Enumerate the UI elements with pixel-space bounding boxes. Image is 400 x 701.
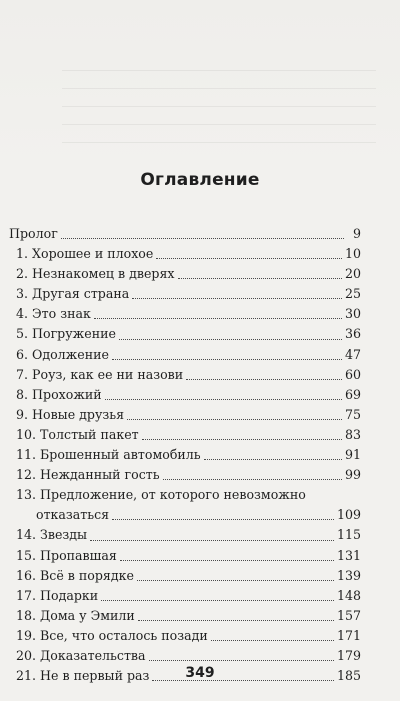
toc-entry bbox=[9, 385, 361, 405]
dot-leader bbox=[127, 418, 342, 420]
toc-entry bbox=[9, 425, 361, 445]
entry-title: 19. Все, что осталось позади bbox=[16, 627, 208, 643]
toc-entry-line-2 bbox=[9, 505, 361, 525]
entry-page: 109 bbox=[336, 507, 361, 523]
show-through-text bbox=[0, 0, 400, 170]
dot-leader bbox=[211, 639, 334, 641]
dot-leader bbox=[105, 398, 342, 400]
dot-leader bbox=[186, 378, 342, 380]
entry-page: 185 bbox=[336, 668, 361, 684]
entry-title: 14. Звезды bbox=[16, 527, 88, 543]
entry-title: 20. Доказательства bbox=[16, 647, 146, 663]
entry-title: 1. Хорошее и плохое bbox=[16, 246, 154, 262]
toc-entry-line-1 bbox=[9, 485, 361, 505]
dot-leader bbox=[204, 458, 342, 460]
toc-entry bbox=[9, 224, 361, 244]
entry-title: 10. Толстый пакет bbox=[16, 426, 139, 442]
entry-page: 20 bbox=[344, 266, 361, 282]
dot-leader bbox=[132, 297, 342, 299]
dot-leader bbox=[163, 478, 342, 480]
entry-page: 99 bbox=[344, 467, 361, 483]
dot-leader bbox=[138, 619, 334, 621]
dot-leader bbox=[112, 358, 342, 360]
dot-leader bbox=[137, 579, 334, 581]
entry-page: 60 bbox=[344, 366, 361, 382]
toc-entry bbox=[9, 324, 361, 344]
entry-title: 11. Брошенный автомобиль bbox=[16, 447, 201, 463]
toc-entry bbox=[9, 345, 361, 365]
dot-leader bbox=[142, 438, 342, 440]
entry-page: 115 bbox=[336, 527, 361, 543]
entry-page: 47 bbox=[344, 346, 361, 362]
entry-page: 91 bbox=[344, 447, 361, 463]
entry-title: 21. Не в первый раз bbox=[16, 668, 150, 684]
entry-page: 69 bbox=[344, 386, 361, 402]
dot-leader bbox=[112, 518, 334, 520]
toc-entry bbox=[9, 525, 361, 545]
dot-leader bbox=[149, 659, 334, 661]
toc-entry bbox=[9, 606, 361, 626]
dot-leader bbox=[120, 559, 334, 561]
dot-leader bbox=[101, 599, 334, 601]
entry-page: 36 bbox=[344, 326, 361, 342]
entry-page: 171 bbox=[336, 627, 361, 643]
toc-entry bbox=[9, 304, 361, 324]
toc-heading: Оглавление bbox=[140, 170, 260, 190]
dot-leader bbox=[156, 257, 342, 259]
dot-leader bbox=[119, 338, 342, 340]
entry-title: 4. Это знак bbox=[16, 306, 91, 322]
entry-page: 148 bbox=[336, 587, 361, 603]
entry-page: 25 bbox=[344, 286, 361, 302]
entry-title: 8. Прохожий bbox=[16, 386, 102, 402]
entry-page: 131 bbox=[336, 547, 361, 563]
toc-entry bbox=[9, 405, 361, 425]
entry-title: 17. Подарки bbox=[16, 587, 99, 603]
entry-page: 83 bbox=[344, 426, 361, 442]
toc-entry bbox=[9, 244, 361, 264]
entry-title: 3. Другая страна bbox=[16, 286, 130, 302]
entry-title: 6. Одолжение bbox=[16, 346, 109, 362]
entry-title: 5. Погружение bbox=[16, 326, 116, 342]
toc-entry bbox=[9, 465, 361, 485]
entry-page: 179 bbox=[336, 647, 361, 663]
dot-leader bbox=[178, 277, 342, 279]
entry-page: 157 bbox=[336, 607, 361, 623]
entry-page: 9 bbox=[352, 226, 361, 241]
table-of-contents bbox=[9, 224, 361, 686]
dot-leader bbox=[61, 237, 344, 239]
entry-title: 7. Роуз, как ее ни назови bbox=[16, 366, 184, 382]
entry-title: Пролог bbox=[9, 226, 58, 241]
page-number: 349 bbox=[185, 665, 215, 681]
toc-entry bbox=[9, 586, 361, 606]
dot-leader bbox=[94, 317, 342, 319]
entry-page: 75 bbox=[344, 406, 361, 422]
entry-page: 10 bbox=[344, 246, 361, 262]
entry-title: 9. Новые друзья bbox=[16, 406, 125, 422]
toc-entry bbox=[9, 626, 361, 646]
entry-title: 15. Пропавшая bbox=[16, 547, 117, 563]
entry-page: 139 bbox=[336, 567, 361, 583]
entry-title: 13. Предложение, от которого невозможно bbox=[16, 487, 306, 503]
toc-entry bbox=[9, 566, 361, 586]
toc-entry bbox=[9, 284, 361, 304]
toc-entry bbox=[9, 546, 361, 566]
entry-title: 18. Дома у Эмили bbox=[16, 607, 135, 623]
toc-entry bbox=[9, 646, 361, 666]
toc-entry bbox=[9, 445, 361, 465]
entry-title-continuation: отказаться bbox=[36, 507, 110, 523]
dot-leader bbox=[90, 539, 334, 541]
toc-entry bbox=[9, 365, 361, 385]
entry-title: 12. Нежданный гость bbox=[16, 467, 160, 483]
entry-title: 16. Всё в порядке bbox=[16, 567, 134, 583]
entry-title: 2. Незнакомец в дверях bbox=[16, 266, 175, 282]
entry-page: 30 bbox=[344, 306, 361, 322]
toc-entry bbox=[9, 264, 361, 284]
